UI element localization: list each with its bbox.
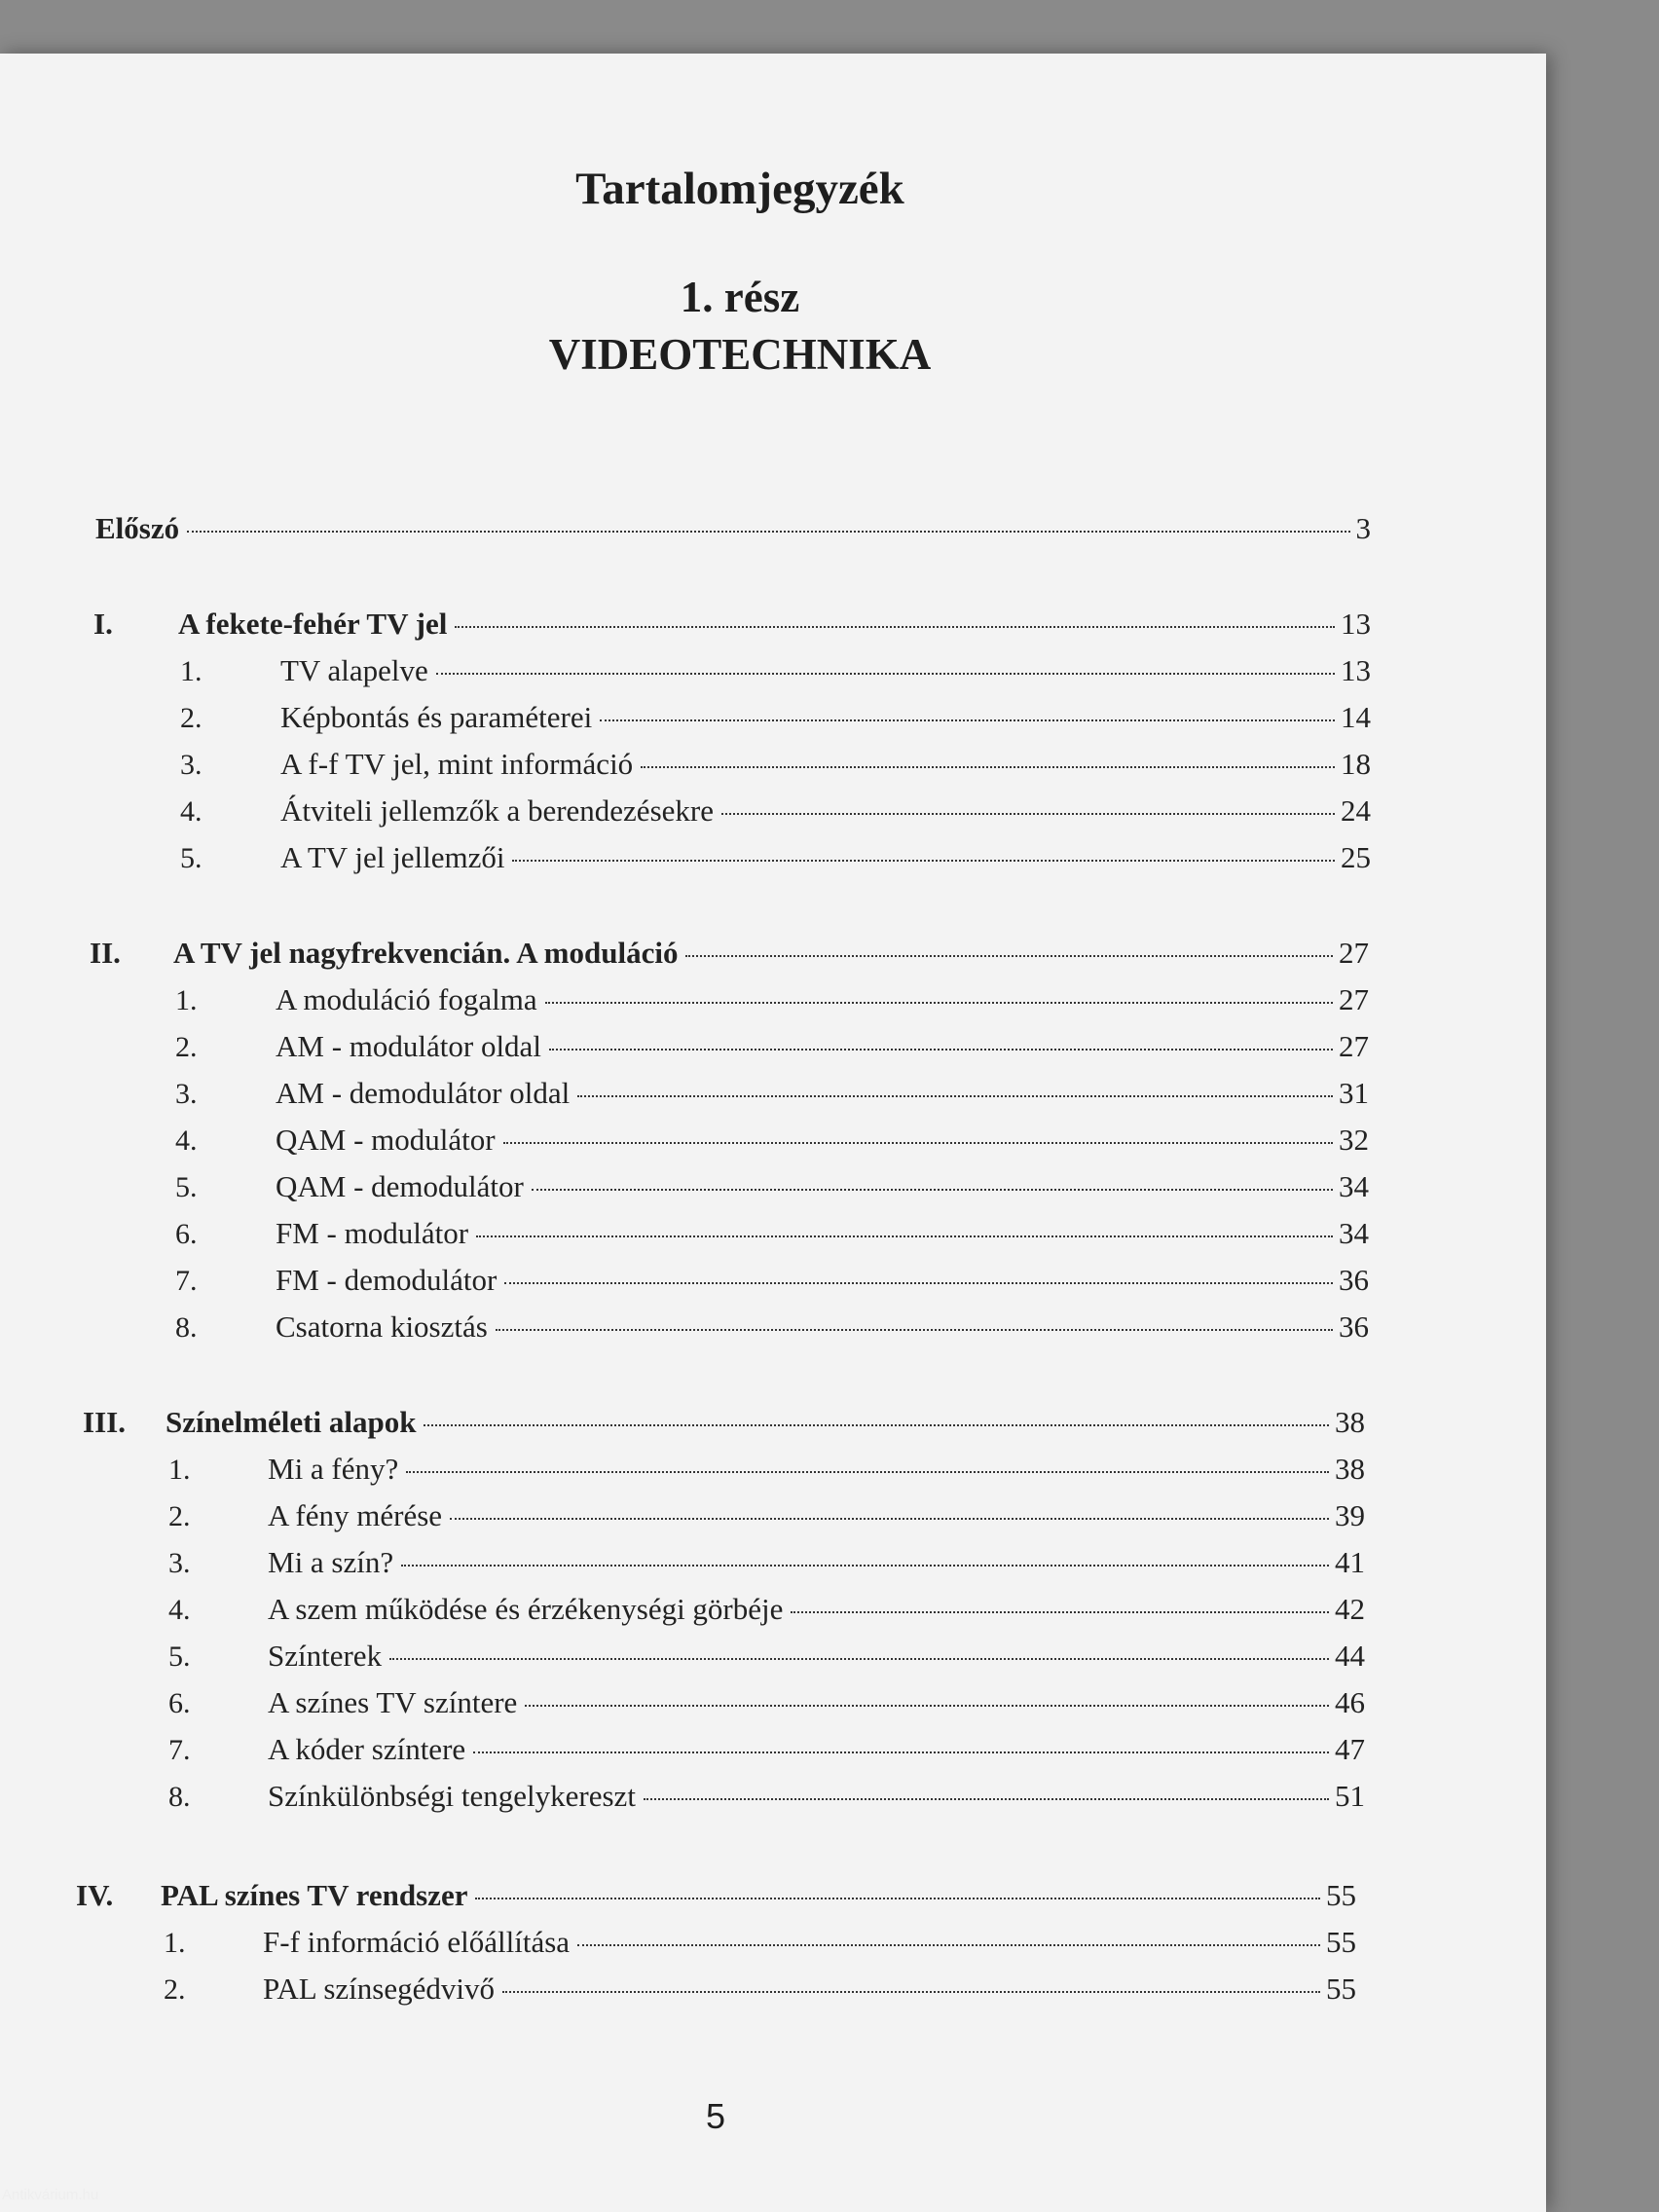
section-number: III. bbox=[83, 1405, 126, 1439]
toc-entry bbox=[276, 1263, 1369, 1306]
dot-leader bbox=[455, 626, 1335, 628]
toc-entry-label: Színterek bbox=[268, 1639, 383, 1673]
toc-entry bbox=[276, 1076, 1369, 1119]
item-number: 3. bbox=[175, 1078, 198, 1110]
toc-entry bbox=[280, 840, 1371, 883]
toc-section-title: PAL színes TV rendszer bbox=[161, 1878, 468, 1912]
item-number: 2. bbox=[164, 1973, 186, 2006]
toc-entry bbox=[263, 1972, 1356, 2014]
toc-entry-label: A kóder színtere bbox=[268, 1732, 466, 1766]
dot-leader bbox=[476, 1235, 1333, 1237]
toc-entry bbox=[276, 1029, 1369, 1072]
toc-entry-page: 34 bbox=[1339, 1216, 1369, 1250]
toc-entry-page: 55 bbox=[1326, 1972, 1356, 2006]
toc-entry bbox=[280, 793, 1371, 836]
toc-section-heading bbox=[166, 1405, 1365, 1448]
toc-entry-label: A TV jel jellemzői bbox=[280, 840, 505, 874]
toc-entry-label: FM - demodulátor bbox=[276, 1263, 498, 1297]
dot-leader bbox=[475, 1898, 1320, 1899]
dot-leader bbox=[401, 1565, 1329, 1567]
toc-entry-label: AM - modulátor oldal bbox=[276, 1029, 541, 1063]
item-number: 5. bbox=[175, 1171, 198, 1203]
item-number: 4. bbox=[175, 1124, 198, 1157]
toc-entry bbox=[268, 1685, 1365, 1728]
item-number: 1. bbox=[164, 1927, 186, 1959]
dot-leader bbox=[502, 1991, 1320, 1993]
toc-entry-page: 24 bbox=[1341, 793, 1371, 828]
dot-leader bbox=[644, 1798, 1329, 1800]
toc-entry-page: 25 bbox=[1341, 840, 1371, 874]
toc-entry bbox=[268, 1545, 1365, 1588]
dot-leader bbox=[496, 1329, 1333, 1331]
toc-section-heading bbox=[178, 607, 1371, 649]
dot-leader bbox=[532, 1189, 1333, 1191]
item-number: 3. bbox=[180, 749, 203, 781]
dot-leader bbox=[525, 1705, 1329, 1707]
toc-entry bbox=[280, 747, 1371, 790]
item-number: 3. bbox=[168, 1547, 191, 1579]
toc-entry bbox=[276, 982, 1369, 1025]
toc-entry bbox=[276, 1309, 1369, 1352]
section-number: II. bbox=[90, 936, 121, 970]
toc-entry-label: A moduláció fogalma bbox=[276, 982, 537, 1016]
dot-leader bbox=[512, 860, 1335, 862]
watermark: Antikvárium.hu bbox=[2, 2187, 99, 2203]
toc-section-heading bbox=[161, 1878, 1356, 1921]
item-number: 8. bbox=[175, 1311, 198, 1344]
toc-section-heading bbox=[173, 936, 1369, 978]
toc-entry-page: 32 bbox=[1339, 1123, 1369, 1157]
toc-entry-page: 38 bbox=[1335, 1452, 1365, 1486]
dot-leader bbox=[424, 1424, 1329, 1426]
item-number: 4. bbox=[180, 795, 203, 828]
toc-entry-page: 41 bbox=[1335, 1545, 1365, 1579]
toc-entry-page: 51 bbox=[1335, 1779, 1365, 1813]
toc-entry-page: 34 bbox=[1339, 1169, 1369, 1203]
dot-leader bbox=[436, 673, 1335, 675]
item-number: 5. bbox=[180, 842, 203, 874]
toc-entry-page: 31 bbox=[1339, 1076, 1369, 1110]
toc-entry-page: 44 bbox=[1335, 1639, 1365, 1673]
dot-leader bbox=[473, 1751, 1329, 1753]
toc-entry-label: A színes TV színtere bbox=[268, 1685, 518, 1719]
toc-section-title: A TV jel nagyfrekvencián. A moduláció bbox=[173, 936, 679, 970]
toc-entry bbox=[280, 653, 1371, 696]
dot-leader bbox=[406, 1471, 1329, 1473]
item-number: 5. bbox=[168, 1641, 191, 1673]
section-number: IV. bbox=[76, 1878, 114, 1912]
page-number: 5 bbox=[705, 2096, 726, 2136]
toc-entry-page: 27 bbox=[1339, 936, 1369, 970]
toc-entry-label: F-f információ előállítása bbox=[263, 1925, 571, 1959]
toc-entry-page: 3 bbox=[1355, 511, 1371, 545]
toc-entry bbox=[268, 1452, 1365, 1494]
dot-leader bbox=[577, 1095, 1333, 1097]
toc-entry-foreword bbox=[95, 511, 1371, 554]
toc-section-title: Színelméleti alapok bbox=[166, 1405, 417, 1439]
toc-entry-page: 39 bbox=[1335, 1498, 1365, 1532]
toc-entry-label: A fény mérése bbox=[268, 1498, 443, 1532]
toc-entry-page: 42 bbox=[1335, 1592, 1365, 1626]
toc-entry-page: 27 bbox=[1339, 982, 1369, 1016]
toc-entry-label: QAM - demodulátor bbox=[276, 1169, 524, 1203]
dot-leader bbox=[600, 719, 1335, 721]
toc-entry bbox=[276, 1169, 1369, 1212]
toc-entry bbox=[263, 1925, 1356, 1968]
toc-entry-label: PAL színsegédvivő bbox=[263, 1972, 495, 2006]
toc-entry-page: 55 bbox=[1326, 1878, 1356, 1912]
item-number: 7. bbox=[175, 1265, 198, 1297]
toc-entry bbox=[280, 700, 1371, 743]
dot-leader bbox=[389, 1658, 1329, 1660]
toc-entry-page: 13 bbox=[1341, 653, 1371, 687]
toc-entry-page: 55 bbox=[1326, 1925, 1356, 1959]
toc-entry-label: Átviteli jellemzők a berendezésekre bbox=[280, 793, 714, 828]
dot-leader bbox=[545, 1002, 1333, 1004]
item-number: 2. bbox=[168, 1500, 191, 1532]
dot-leader bbox=[641, 766, 1335, 768]
document-page bbox=[0, 54, 1546, 2212]
item-number: 8. bbox=[168, 1781, 191, 1813]
toc-entry-page: 47 bbox=[1335, 1732, 1365, 1766]
toc-entry-page: 13 bbox=[1341, 607, 1371, 641]
dot-leader bbox=[791, 1611, 1329, 1613]
toc-entry-label: Mi a fény? bbox=[268, 1452, 399, 1486]
toc-entry bbox=[268, 1779, 1365, 1822]
toc-entry-page: 18 bbox=[1341, 747, 1371, 781]
section-number: I. bbox=[93, 607, 113, 641]
toc-entry bbox=[268, 1498, 1365, 1541]
toc-entry bbox=[268, 1639, 1365, 1681]
toc-entry-label: Csatorna kiosztás bbox=[276, 1309, 488, 1344]
part-title: VIDEOTECHNIKA bbox=[548, 330, 932, 379]
toc-entry-page: 36 bbox=[1339, 1263, 1369, 1297]
toc-entry-label: Képbontás és paraméterei bbox=[280, 700, 593, 734]
toc-entry bbox=[276, 1216, 1369, 1259]
toc-entry-label: Előszó bbox=[95, 511, 180, 545]
toc-entry-label: FM - modulátor bbox=[276, 1216, 469, 1250]
item-number: 2. bbox=[175, 1031, 198, 1063]
dot-leader bbox=[685, 955, 1333, 957]
toc-entry-label: AM - demodulátor oldal bbox=[276, 1076, 571, 1110]
toc-entry bbox=[268, 1592, 1365, 1635]
dot-leader bbox=[721, 813, 1335, 815]
toc-entry-page: 27 bbox=[1339, 1029, 1369, 1063]
toc-entry-page: 38 bbox=[1335, 1405, 1365, 1439]
item-number: 1. bbox=[175, 984, 198, 1016]
toc-entry-label: A szem működése és érzékenységi görbéje bbox=[268, 1592, 784, 1626]
page-title: Tartalomjegyzék bbox=[575, 164, 904, 214]
item-number: 2. bbox=[180, 702, 203, 734]
toc-entry bbox=[268, 1732, 1365, 1775]
toc-section-title: A fekete-fehér TV jel bbox=[178, 607, 448, 641]
item-number: 1. bbox=[168, 1454, 191, 1486]
toc-entry-label: TV alapelve bbox=[280, 653, 428, 687]
toc-entry-label: A f-f TV jel, mint információ bbox=[280, 747, 634, 781]
item-number: 6. bbox=[168, 1687, 191, 1719]
toc-entry bbox=[276, 1123, 1369, 1165]
toc-entry-label: Mi a szín? bbox=[268, 1545, 394, 1579]
dot-leader bbox=[503, 1142, 1333, 1144]
dot-leader bbox=[577, 1944, 1320, 1946]
toc-entry-label: QAM - modulátor bbox=[276, 1123, 496, 1157]
part-number: 1. rész bbox=[680, 273, 800, 321]
item-number: 4. bbox=[168, 1594, 191, 1626]
dot-leader bbox=[549, 1049, 1333, 1051]
dot-leader bbox=[187, 531, 1349, 533]
dot-leader bbox=[504, 1282, 1333, 1284]
toc-entry-page: 14 bbox=[1341, 700, 1371, 734]
dot-leader bbox=[450, 1518, 1329, 1520]
item-number: 7. bbox=[168, 1734, 191, 1766]
toc-entry-page: 46 bbox=[1335, 1685, 1365, 1719]
toc-entry-page: 36 bbox=[1339, 1309, 1369, 1344]
item-number: 1. bbox=[180, 655, 203, 687]
item-number: 6. bbox=[175, 1218, 198, 1250]
toc-entry-label: Színkülönbségi tengelykereszt bbox=[268, 1779, 636, 1813]
